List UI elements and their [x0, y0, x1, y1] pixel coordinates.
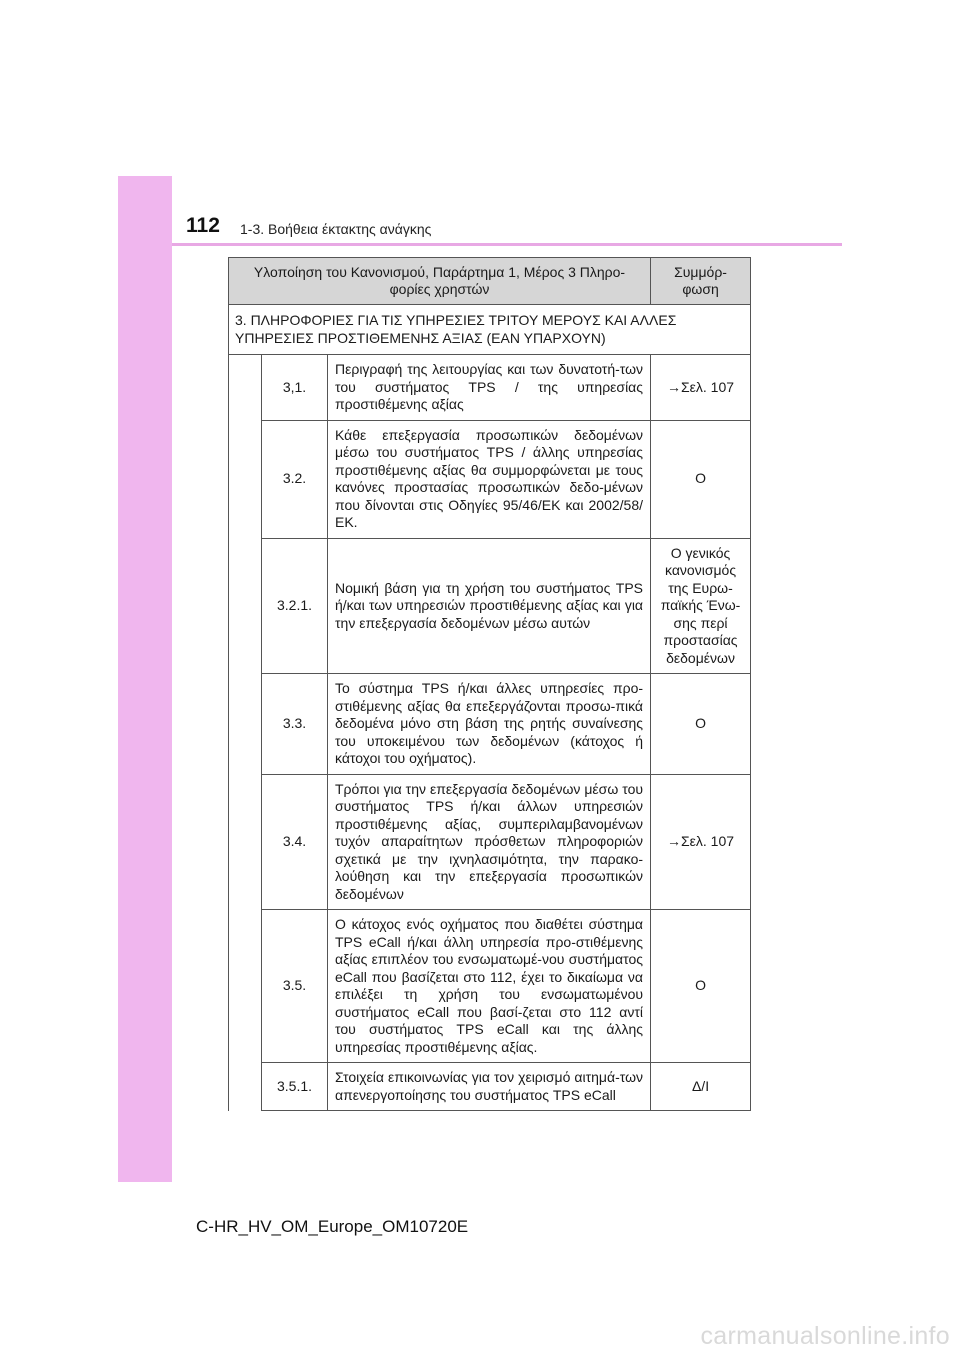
section-row — [229, 305, 751, 355]
table-row — [229, 910, 751, 1063]
row-description: Στοιχεία επικοινωνίας για τον χειρισμό αιτημά-των απενεργοποίησης του συστήματος TPS eCall — [328, 1063, 651, 1111]
row-description: Ο κάτοχος ενός οχήματος που διαθέτει σύστημα TPS eCall ή/και άλλη υπηρεσία προ-στιθέμενης αξίας επιπλέον του ενσωματωμέ-νου συστήματος eCall που βασίζεται στο 112, έχει το δικαίωμα να επιλέξει τη χρήση του ενσωματωμένου συστήματος eCall που βασί-ζεται στο 112 αντί του συστήματος TPS eCall και της άλλης υπηρεσίας προστιθέμενης αξίας. — [328, 910, 651, 1063]
table-row — [229, 355, 751, 421]
header-compliance: Συμμόρ-φωση — [651, 258, 751, 305]
table-header-row — [229, 258, 751, 305]
row-description: Κάθε επεξεργασία προσωπικών δεδομένων μέσω του συστήματος TPS / άλλης υπηρεσίας προστιθέμενης αξίας θα συμμορφώνεται με τους κανόνες προστασίας προσωπικών δεδο-μένων που δίνονται στις Οδηγίες 95/46/ΕΚ και 2002/58/ΕΚ. — [328, 420, 651, 538]
table-row — [229, 1063, 751, 1111]
row-number: 3.3. — [262, 674, 328, 775]
indent-cell — [229, 355, 262, 1111]
row-number: 3.2.1. — [262, 538, 328, 674]
row-compliance: O — [651, 910, 751, 1063]
table-row — [229, 538, 751, 674]
page-number: 112 — [186, 214, 220, 237]
document-code: C-HR_HV_OM_Europe_OM10720E — [196, 1217, 469, 1236]
row-compliance: O — [651, 420, 751, 538]
row-compliance: →Σελ. 107 — [651, 774, 751, 910]
section-heading: 3. ΠΛΗΡΟΦΟΡΙΕΣ ΓΙΑ ΤΙΣ ΥΠΗΡΕΣΙΕΣ ΤΡΙΤΟΥ ΜΕΡΟΥΣ ΚΑΙ ΑΛΛΕΣ ΥΠΗΡΕΣΙΕΣ ΠΡΟΣΤΙΘΕΜΕΝΗΣ ΑΞΙΑΣ (ΕΑΝ ΥΠΑΡΧΟΥΝ) — [229, 305, 751, 355]
regulation-table — [228, 257, 751, 1111]
watermark: carmanualsonline.info — [700, 1322, 950, 1350]
row-compliance: O — [651, 674, 751, 775]
row-compliance: Ο γενικός κανονισμός της Ευρω-παϊκής Ένω-σης περί προστασίας δεδομένων — [651, 538, 751, 674]
row-compliance: Δ/Ι — [651, 1063, 751, 1111]
row-number: 3.2. — [262, 420, 328, 538]
table-row — [229, 674, 751, 775]
row-number: 3.5.1. — [262, 1063, 328, 1111]
row-compliance: →Σελ. 107 — [651, 355, 751, 421]
row-description: Τρόποι για την επεξεργασία δεδομένων μέσω του συστήματος TPS ή/και άλλων υπηρεσιών προστιθέμενης αξίας, συμπεριλαμβανομένων τυχόν απαραίτητων πρόσθετων πληροφοριών σχετικά με την ιχνηλασιμότητα, την παρακο-λούθηση και την επεξεργασία προσωπικών δεδομένων — [328, 774, 651, 910]
header-divider — [172, 243, 842, 246]
header-regulation: Υλοποίηση του Κανονισμού, Παράρτημα 1, Μέρος 3 Πληρο-φορίες χρηστών — [229, 258, 651, 305]
row-description: Το σύστημα TPS ή/και άλλες υπηρεσίες προ-στιθέμενης αξίας θα επεξεργάζονται προσω-πικά δεδομένα μόνο στη βάση της ρητής συναίνεσης του υποκειμένου των δεδομένων (κάτοχος ή κάτοχοι του οχήματος). — [328, 674, 651, 775]
row-number: 3.4. — [262, 774, 328, 910]
chapter-side-band — [118, 176, 172, 1182]
table-row — [229, 420, 751, 538]
row-description: Περιγραφή της λειτουργίας και των δυνατοτή-των του συστήματος TPS / της υπηρεσίας προστιθέμενης αξίας — [328, 355, 651, 421]
table-row — [229, 774, 751, 910]
row-number: 3.5. — [262, 910, 328, 1063]
row-number: 3,1. — [262, 355, 328, 421]
row-description: Νομική βάση για τη χρήση του συστήματος TPS ή/και των υπηρεσιών προστιθέμενης αξίας και για την επεξεργασία δεδομένων μέσω αυτών — [328, 538, 651, 674]
section-title: 1-3. Βοήθεια έκτακτης ανάγκης — [240, 221, 432, 237]
